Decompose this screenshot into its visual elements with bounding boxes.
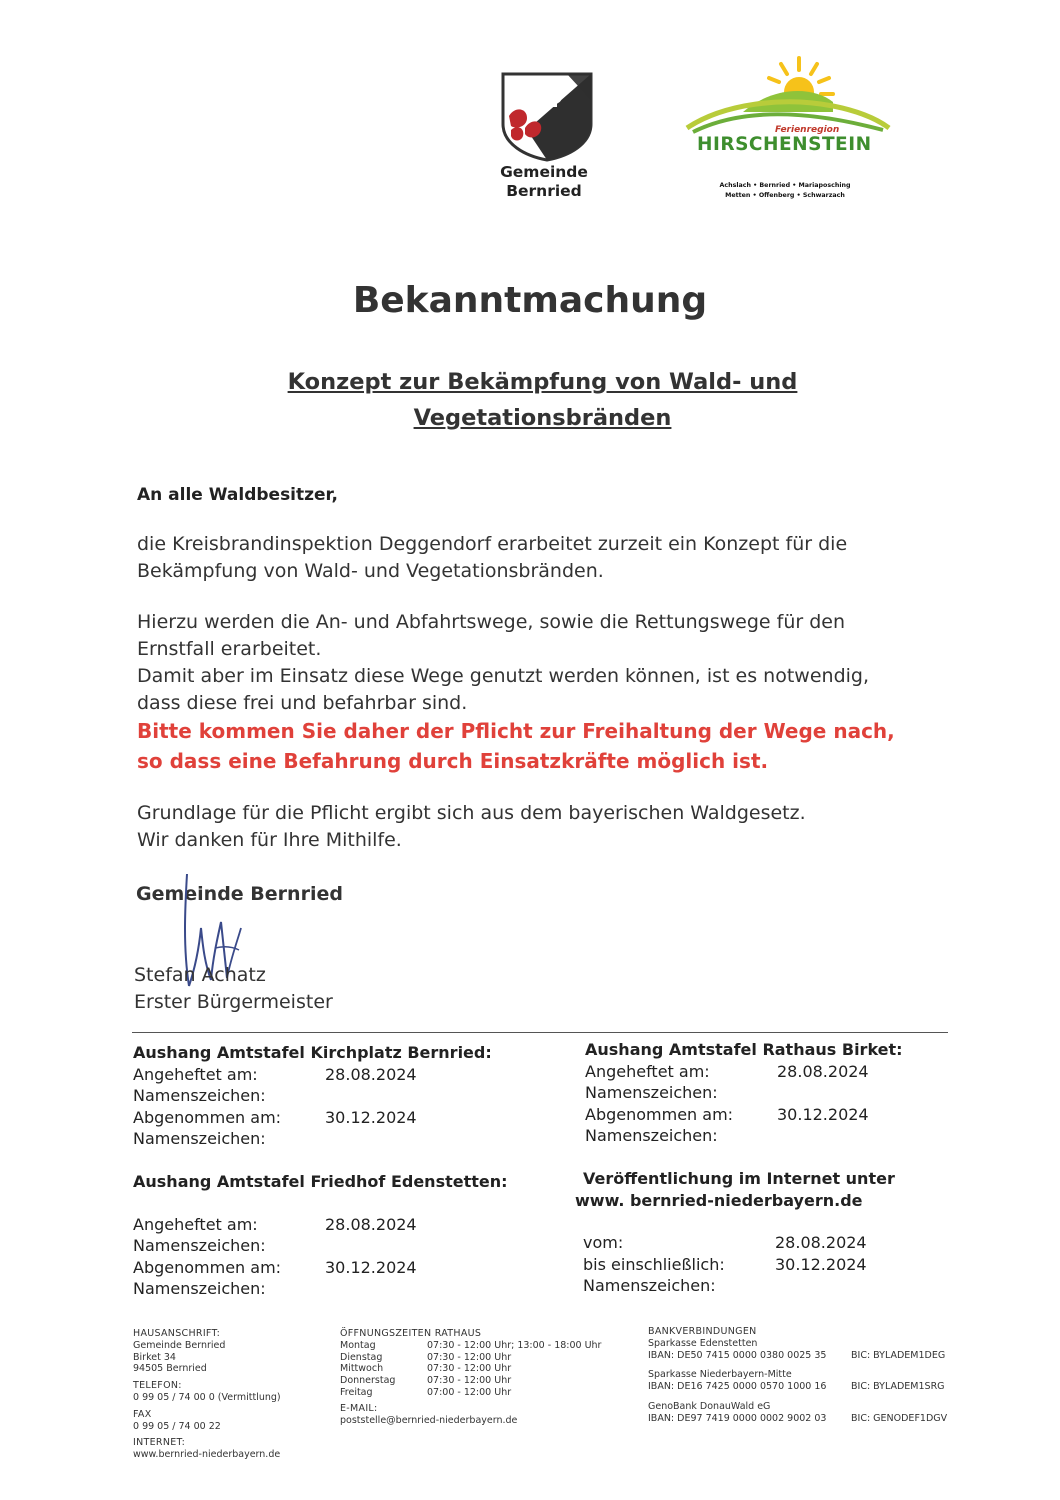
posted-label: Angeheftet am: <box>133 1214 258 1234</box>
from-label: vom: <box>583 1233 624 1252</box>
hours-day: Mittwoch <box>340 1363 384 1375</box>
removed-label: Abgenommen am: <box>133 1107 282 1127</box>
bank-bic: BIC: BYLADEM1DEG <box>851 1349 946 1361</box>
removed-date: 30.12.2024 <box>325 1107 417 1127</box>
crest-icon <box>497 70 597 162</box>
bank-iban: IBAN: DE16 7425 0000 0570 1000 16 <box>648 1381 827 1393</box>
paragraph-2-line: Damit aber im Einsatz diese Wege genutzt werden können, ist es notwendig, <box>137 665 870 687</box>
fax-caption: FAX <box>133 1408 152 1420</box>
posted-date: 28.08.2024 <box>777 1061 869 1081</box>
hours-day: Freitag <box>340 1386 373 1398</box>
region-towns-line2: Metten • Offenberg • Schwarzach <box>725 192 845 199</box>
address-caption: HAUSANSCHRIFT: <box>133 1328 221 1339</box>
initials-label: Namenszeichen: <box>133 1129 266 1148</box>
footer-address <box>133 1328 323 1461</box>
address-line: Birket 34 <box>133 1351 176 1363</box>
hours-time: 07:30 - 12:00 Uhr <box>427 1351 512 1363</box>
crest-caption <box>488 163 600 201</box>
internet-heading: Veröffentlichung im Internet unter <box>583 1169 895 1188</box>
subtitle <box>150 364 935 436</box>
email-link[interactable]: poststelle@bernried-niederbayern.de <box>340 1414 518 1426</box>
bank-caption: BANKVERBINDUNGEN <box>648 1326 757 1337</box>
initials-label: Namenszeichen: <box>133 1279 266 1298</box>
hours-time: 07:30 - 12:00 Uhr <box>427 1375 512 1387</box>
paragraph-1-line: die Kreisbrandinspektion Deggendorf erarbeitet zurzeit ein Konzept für die <box>137 533 848 555</box>
footer-hours <box>340 1328 630 1426</box>
posted-date: 28.08.2024 <box>325 1064 417 1084</box>
divider <box>132 1032 948 1033</box>
signature-block <box>134 962 333 1016</box>
bank-bic: BIC: BYLADEM1SRG <box>851 1381 945 1393</box>
paragraph-2 <box>137 609 957 717</box>
hours-time: 07:30 - 12:00 Uhr; 13:00 - 18:00 Uhr <box>427 1339 602 1351</box>
initials-label: Namenszeichen: <box>585 1083 718 1102</box>
from-date: 28.08.2024 <box>775 1233 867 1252</box>
crest-caption-line1: Gemeinde <box>500 163 588 181</box>
phone-number: 0 99 05 / 74 00 0 (Vermittlung) <box>133 1391 281 1403</box>
posted-date: 28.08.2024 <box>325 1214 417 1234</box>
initials-label: Namenszeichen: <box>585 1126 718 1145</box>
posting-heading: Aushang Amtstafel Friedhof Edenstetten: <box>133 1172 508 1191</box>
initials-label: Namenszeichen: <box>133 1086 266 1105</box>
region-name: HIRSCHENSTEIN <box>697 134 872 155</box>
website-link[interactable]: www.bernried-niederbayern.de <box>133 1449 281 1461</box>
bank-bic: BIC: GENODEF1DGV <box>851 1412 948 1424</box>
bank-iban: IBAN: DE50 7415 0000 0380 0025 35 <box>648 1349 827 1361</box>
region-small-label: Ferienregion <box>775 125 840 135</box>
posting-heading: Aushang Amtstafel Rathaus Birket: <box>585 1040 903 1059</box>
paragraph-3 <box>137 800 957 854</box>
salutation: An alle Waldbesitzer, <box>137 485 338 505</box>
internet-caption: INTERNET: <box>133 1437 186 1449</box>
signature-org: Gemeinde Bernried <box>136 883 343 905</box>
footer-banks <box>648 1326 978 1425</box>
initials-label: Namenszeichen: <box>133 1236 266 1255</box>
highlight-notice <box>137 716 967 776</box>
fax-number: 0 99 05 / 74 00 22 <box>133 1420 221 1432</box>
phone-caption: TELEFON: <box>133 1380 182 1392</box>
removed-date: 30.12.2024 <box>777 1104 869 1124</box>
removed-date: 30.12.2024 <box>325 1257 417 1277</box>
paragraph-2-line: Hierzu werden die An- und Abfahrtswege, sowie die Rettungswege für den <box>137 611 846 633</box>
address-line: 94505 Bernried <box>133 1363 207 1375</box>
internet-url: www. bernried-niederbayern.de <box>575 1190 863 1210</box>
hours-day: Montag <box>340 1339 376 1351</box>
paragraph-3-line: Grundlage für die Pflicht ergibt sich aus dem bayerischen Waldgesetz. <box>137 802 806 824</box>
highlight-line: Bitte kommen Sie daher der Pflicht zur Freihaltung der Wege nach, <box>137 719 895 743</box>
posting-birket <box>585 1039 945 1147</box>
bank-name: GenoBank DonauWald eG <box>648 1400 771 1412</box>
posting-internet <box>575 1168 953 1297</box>
subtitle-line2: Vegetationsbränden <box>413 405 672 431</box>
region-towns <box>690 181 880 201</box>
paragraph-1 <box>137 531 957 585</box>
posting-heading: Aushang Amtstafel Kirchplatz Bernried: <box>133 1043 492 1062</box>
paragraph-2-line: dass diese frei und befahrbar sind. <box>137 692 468 714</box>
hours-caption: ÖFFNUNGSZEITEN RATHAUS <box>340 1328 482 1339</box>
posted-label: Angeheftet am: <box>585 1061 710 1081</box>
posting-friedhof <box>133 1171 553 1300</box>
bank-iban: IBAN: DE97 7419 0000 0002 9002 03 <box>648 1412 827 1424</box>
initials-label: Namenszeichen: <box>583 1276 716 1295</box>
posted-label: Angeheftet am: <box>133 1064 258 1084</box>
hours-day: Donnerstag <box>340 1375 396 1387</box>
hours-time: 07:00 - 12:00 Uhr <box>427 1386 512 1398</box>
removed-label: Abgenommen am: <box>133 1257 282 1277</box>
highlight-line: so dass eine Befahrung durch Einsatzkräfte möglich ist. <box>137 749 769 773</box>
to-date: 30.12.2024 <box>775 1254 867 1274</box>
subtitle-line1: Konzept zur Bekämpfung von Wald- und <box>287 369 798 395</box>
paragraph-3-line: Wir danken für Ihre Mithilfe. <box>137 829 402 851</box>
bank-name: Sparkasse Edenstetten <box>648 1337 758 1349</box>
crest-caption-line2: Bernried <box>506 182 582 200</box>
to-label: bis einschließlich: <box>583 1254 725 1274</box>
hours-time: 07:30 - 12:00 Uhr <box>427 1363 512 1375</box>
hours-day: Dienstag <box>340 1351 383 1363</box>
email-caption: E-MAIL: <box>340 1402 378 1414</box>
posting-kirchplatz <box>133 1042 553 1150</box>
mayor-role: Erster Bürgermeister <box>134 991 333 1013</box>
bank-name: Sparkasse Niederbayern-Mitte <box>648 1369 792 1381</box>
paragraph-1-line: Bekämpfung von Wald- und Vegetationsbränden. <box>137 560 604 582</box>
paragraph-2-line: Ernstfall erarbeitet. <box>137 638 322 660</box>
page-title: Bekanntmachung <box>352 280 708 321</box>
address-line: Gemeinde Bernried <box>133 1339 226 1351</box>
mayor-name: Stefan Achatz <box>134 964 266 986</box>
region-towns-line1: Achslach • Bernried • Mariaposching <box>719 182 851 189</box>
municipality-crest <box>497 70 597 166</box>
removed-label: Abgenommen am: <box>585 1104 734 1124</box>
